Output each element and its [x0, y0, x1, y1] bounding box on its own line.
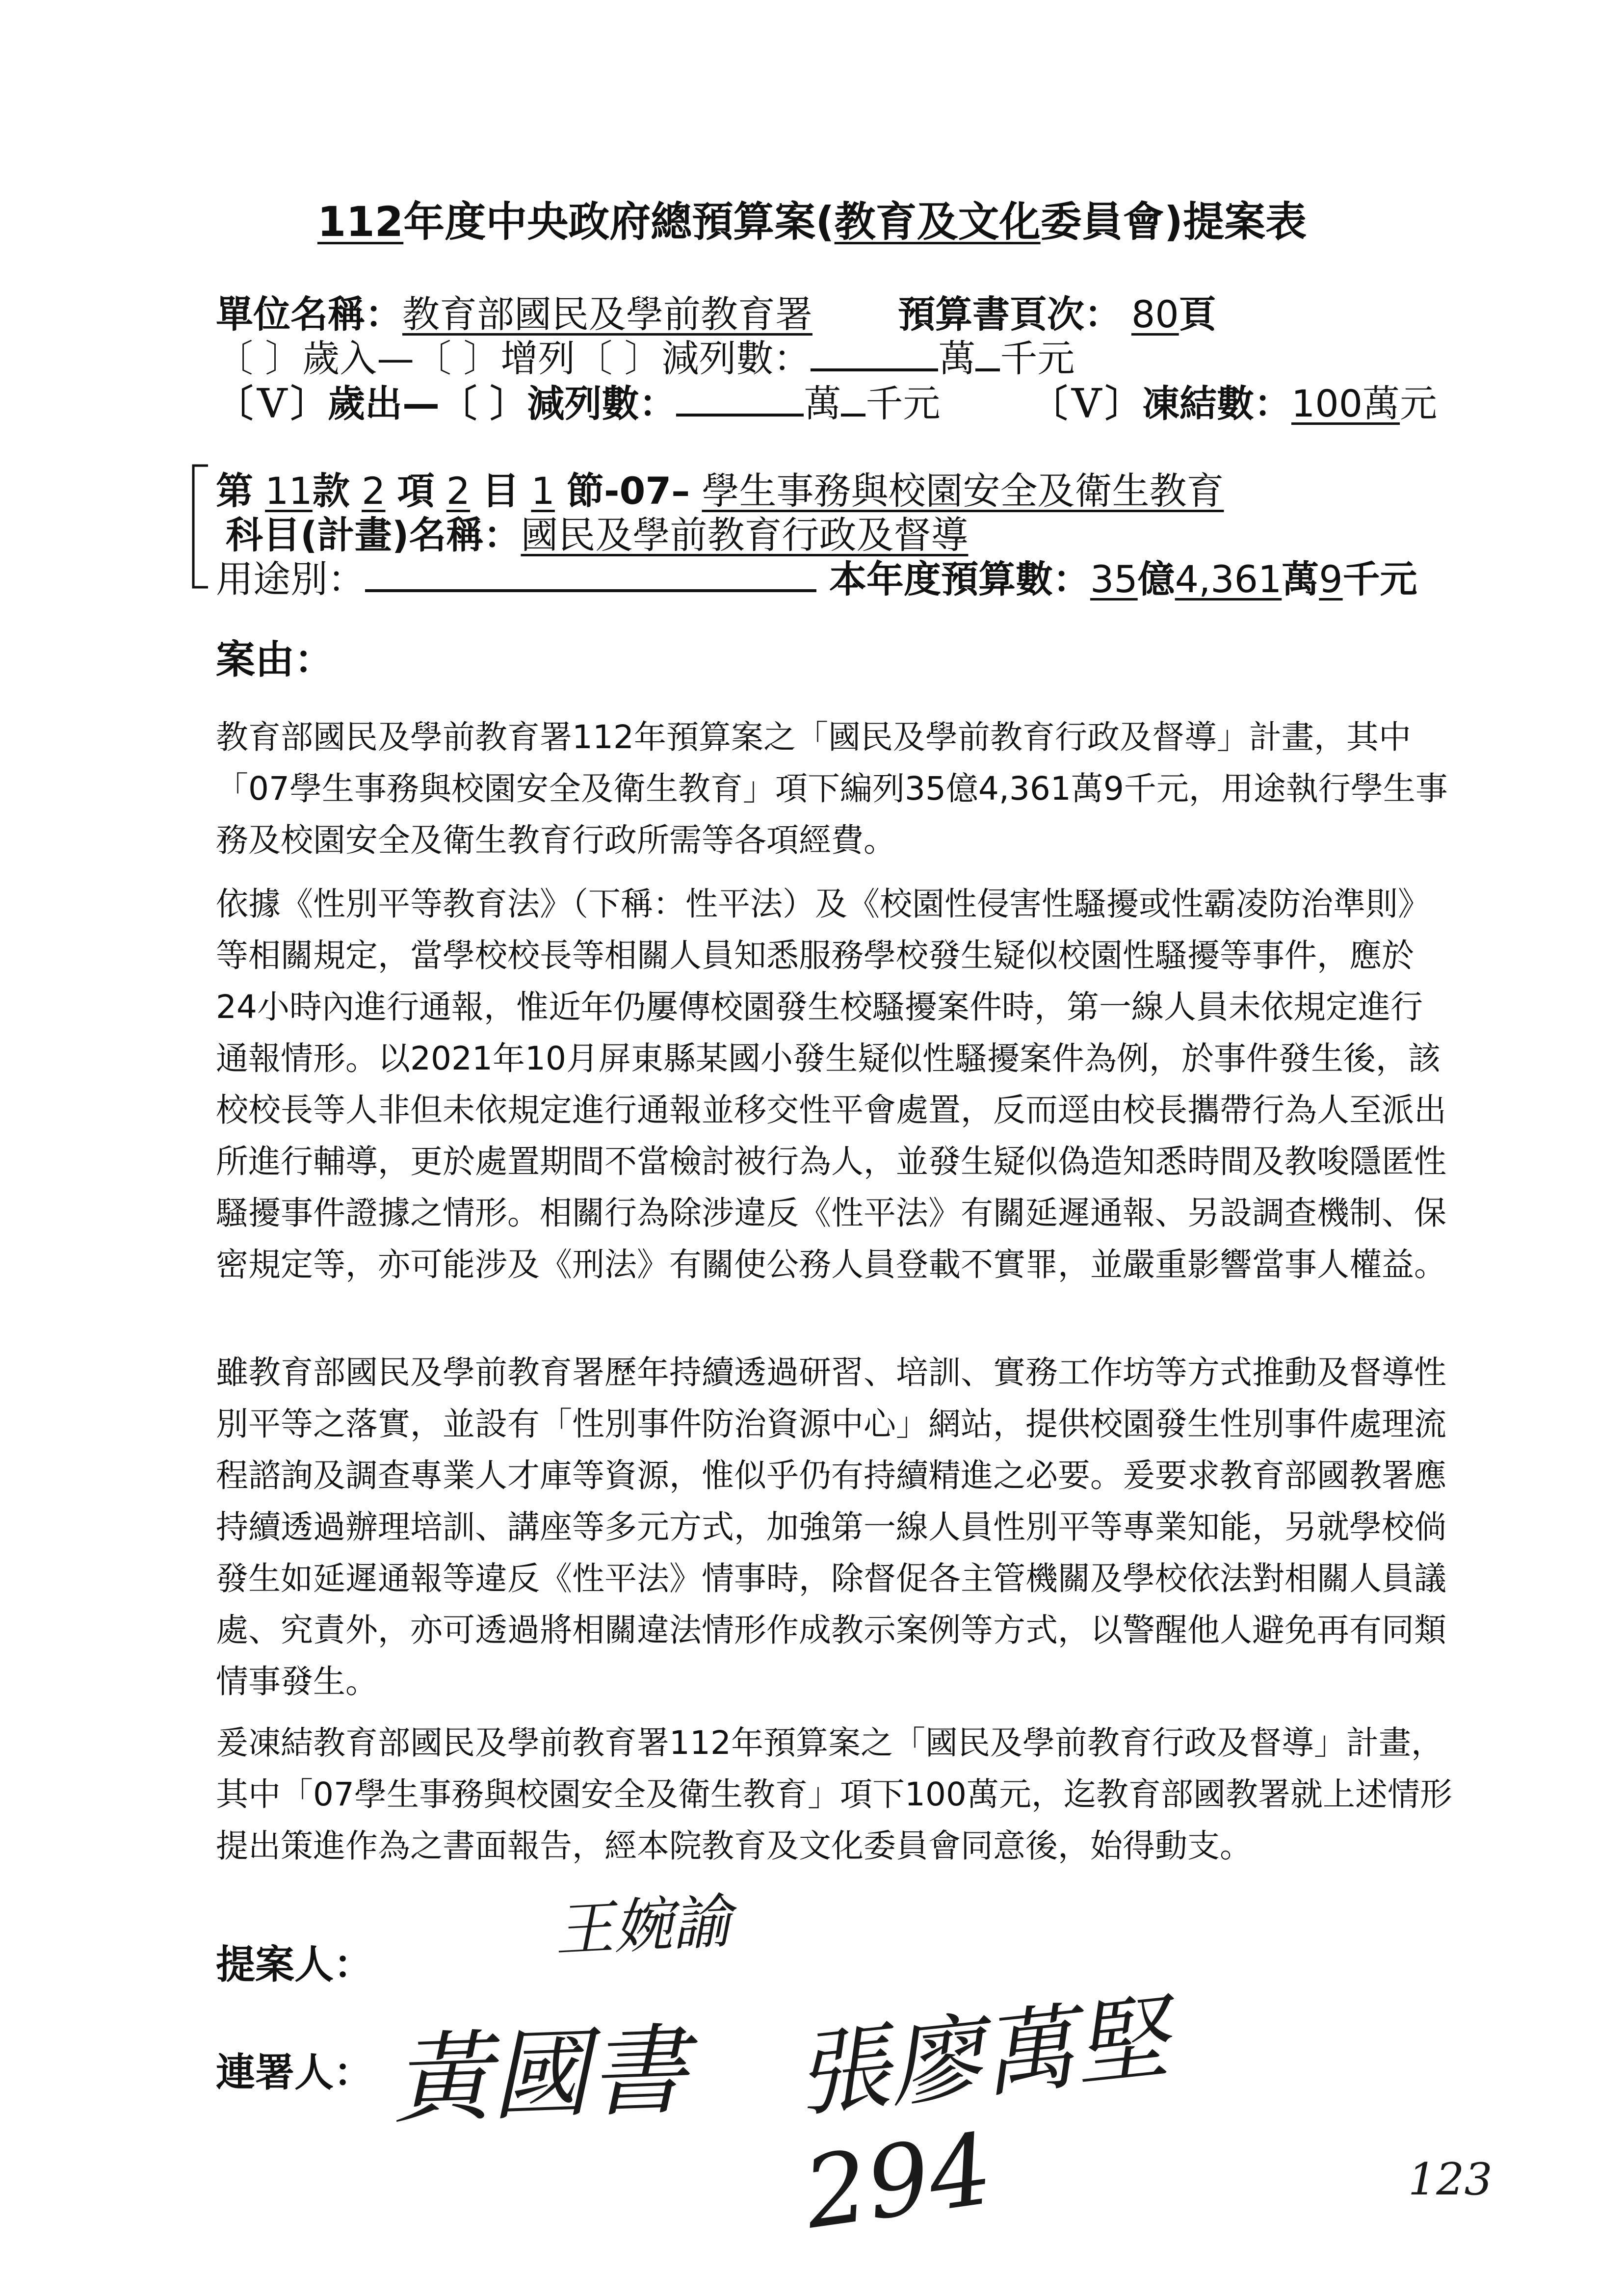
title-part1: 年度中央政府總預算案( — [403, 198, 835, 246]
item-jie: 1 — [531, 469, 555, 513]
usage-row — [216, 549, 816, 603]
usage-blank — [365, 558, 816, 592]
item-xiang: 2 — [362, 469, 386, 513]
revenue-wan: 萬 — [938, 337, 976, 380]
item-kuan: 11 — [265, 469, 313, 513]
expense-blank — [676, 382, 804, 417]
title-part2: 委員會)提案表 — [1040, 198, 1307, 246]
expense-blank-small — [841, 382, 865, 417]
title-committee: 教育及文化 — [834, 198, 1041, 246]
subject-value: 國民及學前教育行政及督導 — [521, 513, 969, 557]
revenue-blank-small — [975, 337, 1000, 371]
freeze-row — [1030, 374, 1437, 427]
item-mu-label: 目 — [482, 469, 520, 513]
reason-label: 案由： — [216, 637, 334, 682]
item-di: 第 — [216, 469, 253, 513]
item-kuan-label: 款 — [312, 469, 350, 513]
usage-label: 用途別： — [216, 557, 365, 601]
budget-u2: 萬 — [1282, 557, 1319, 601]
item-bracket — [190, 464, 210, 591]
budget-n1: 35 — [1090, 557, 1138, 601]
cosigner-signature-1: 黃國書 — [391, 2013, 689, 2138]
revenue-label: 〔 〕歲入—〔 〕增列〔 〕減列數： — [216, 337, 811, 380]
budget-u1: 億 — [1137, 557, 1175, 601]
reason-paragraph-1: 教育部國民及學前教育署112年預算案之「國民及學前教育行政及督導」計畫，其中「07學生事務與校園安全及衛生教育」項下編列35億4,361萬9千元，用途執行學生事務及校園安全及衛生教育行政所需等各項經費。 — [216, 718, 1448, 859]
budget-page-unit: 頁 — [1179, 292, 1216, 336]
item-mu: 2 — [446, 469, 471, 513]
revenue-blank — [811, 337, 938, 371]
budget-u3: 千元 — [1342, 557, 1417, 601]
expense-qian: 千元 — [865, 382, 941, 425]
unit-label: 單位名稱： — [216, 292, 402, 336]
item-xiang-label: 項 — [397, 469, 435, 513]
item-name: 學生事務與校園安全及衛生教育 — [702, 469, 1224, 513]
expense-label: 〔Ｖ〕歲出—〔 〕減列數： — [216, 382, 677, 425]
document-title — [0, 189, 1624, 248]
freeze-label: 〔Ｖ〕凍結數： — [1030, 382, 1291, 425]
budget-label: 本年度預算數： — [829, 557, 1090, 601]
budget-n2: 4,361 — [1175, 557, 1282, 601]
cosigner-label: 連署人： — [216, 2050, 373, 2095]
revenue-qian: 千元 — [1000, 337, 1075, 380]
reason-paragraph-3: 雖教育部國民及學前教育署歷年持續透過研習、培訓、實務工作坊等方式推動及督導性別平等之落實，並設有「性別事件防治資源中心」網站，提供校園發生性別事件處理流程諮詢及調查專業人才庫等資源，惟似乎仍有持續精進之必要。爰要求教育部國教署應持續透過辦理培訓、講座等多元方式，加強第一線人員性別平等專業知能，另就學校倘發生如延遲通報等違反《性平法》情事時，除督促各主管機關及學校依法對相關人員議處、究責外，亦可透過將相關違法情形作成教示案例等方式，以警醒他人避免再有同類情事發生。 — [216, 1354, 1446, 1700]
expense-row — [216, 374, 940, 427]
reason-paragraph-2: 依據《性別平等教育法》（下稱：性平法）及《校園性侵害性騷擾或性霸凌防治準則》等相關規定，當學校校長等相關人員知悉服務學校發生疑似校園性騷擾等事件，應於24小時內進行通報，惟近年仍屢傳校園發生校騷擾案件時，第一線人員未依規定進行通報情形。以2021年10月屏東縣某國小發生疑似性騷擾案件為例，於事件發生後，該校校長等人非但未依規定進行通報並移交性平會處置，反而逕由校長攜帶行為人至派出所進行輔導，更於處置期間不當檢討被行為人，並發生疑似偽造知悉時間及教唆隱匿性騷擾事件證據之情形。相關行為除涉違反《性平法》有關延遲通報、另設調查機制、保密規定等，亦可能涉及《刑法》有關使公務人員登載不實罪，並嚴重影響當事人權益。 — [216, 885, 1446, 1283]
budget-n3: 9 — [1319, 557, 1343, 601]
page-number: 123 — [1408, 2154, 1493, 2205]
subject-label: 科目(計畫)名稱： — [226, 513, 521, 557]
handwritten-number: 294 — [797, 2112, 999, 2251]
reason-paragraph-4: 爰凍結教育部國民及學前教育署112年預算案之「國民及學前教育行政及督導」計畫，其中「07學生事務與校園安全及衛生教育」項下100萬元，迄教育部國教署就上述情形提出策進作為之書面報告，經本院教育及文化委員會同意後，始得動支。 — [216, 1724, 1452, 1865]
title-year: 112 — [317, 198, 404, 246]
budget-page-value: 80 — [1131, 292, 1179, 336]
proposer-signature: 王婉諭 — [553, 1887, 733, 1965]
freeze-value: 100萬 — [1291, 382, 1400, 425]
budget-page-label: 預算書頁次： — [898, 292, 1122, 336]
item-jie-label: 節-07– — [567, 469, 690, 513]
budget-row — [829, 549, 1417, 603]
proposer-label: 提案人： — [216, 1942, 373, 1987]
cosigner-signature-2: 張廖萬堅 — [791, 1983, 1174, 2131]
expense-wan: 萬 — [804, 382, 841, 425]
freeze-unit: 元 — [1400, 382, 1438, 425]
unit-value: 教育部國民及學前教育署 — [402, 292, 812, 336]
